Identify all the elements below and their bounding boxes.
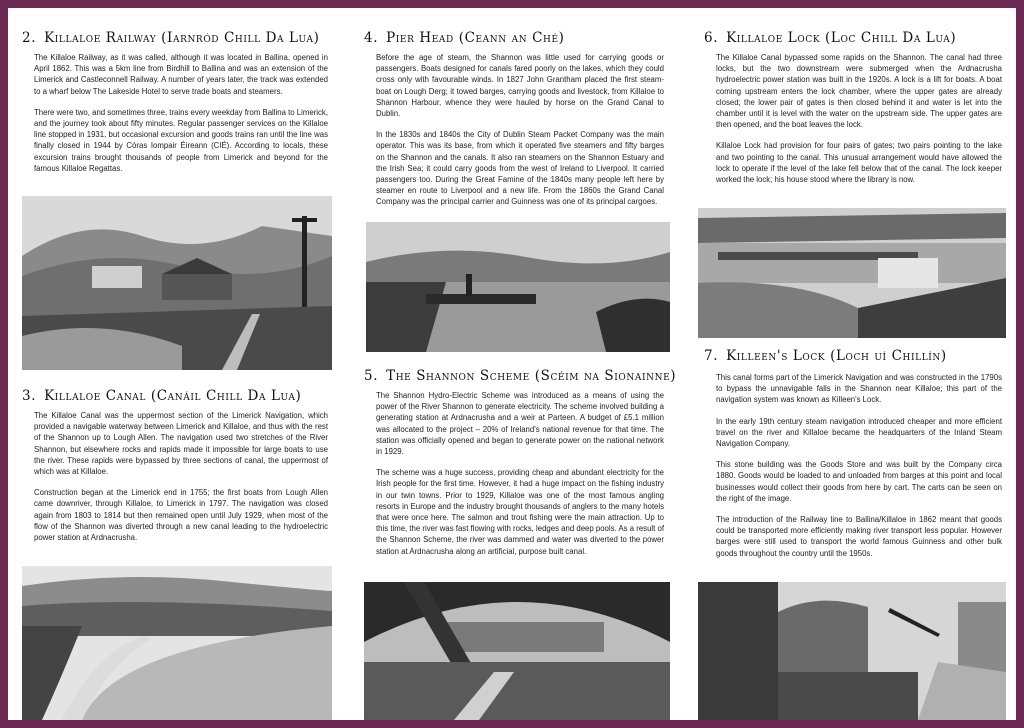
section-7-text	[716, 372, 1002, 569]
section-7-paragraph-4: The introduction of the Railway line to Ballina/Killaloe in 1862 meant that goods could be transported more efficiently making river transport less popular. However barges were still used to transport the world famous Guinness and other bulk goods throughout the country until the 1950s.	[716, 515, 1002, 558]
section-7-paragraph-3: This stone building was the Goods Store and was built by the Company circa 1880. Goods would be loaded to and unloaded from barges at this point and local businesses would collect their goods from here by cart. The carts can be seen on the right of the image.	[716, 460, 1002, 503]
section-5-paragraph-2: The scheme was a huge success, providing cheap and abundant electricity for the Irish people for the first time. However, it had a huge impact on the fishing industry in our twin towns. Prior to 1929, Killaloe was one of the most famous angling resorts in Europe and the industry brought thousands of anglers to the many hotels that were once here. The salmon and trout fishing were the main attraction. Up to this time, the river was fast flowing with rocks, ledges and deep pools. As a result of the Shannon Scheme, the river was dammed and water was diverted to the power station at Ardnacrusha along an artificial, purpose built canal.	[376, 468, 664, 556]
section-3-paragraph-1: The Killaloe Canal was the uppermost section of the Limerick Navigation, which provided a navigable waterway between Limerick and Killaloe, and thus with the rest of the Shannon up to Lough Allen. The navigation used two stretches of the River Shannon, but elsewhere rocks and rapids made it impossible for large boats to use the river. These rapids were bypassed by three sections of canal, the uppermost of which was at Killaloe.	[34, 411, 328, 477]
brochure-page	[8, 8, 1016, 720]
section-7-paragraph-2: In the early 19th century steam navigation introduced cheaper and more efficient travel on the river and Killaloe became the headquarters of the Inland Steam Navigation Company.	[716, 416, 1002, 449]
section-4-heading: 4. Pier Head (Ceann an Ché)	[364, 30, 565, 46]
canal-river-photo	[22, 566, 332, 720]
column-middle	[356, 8, 677, 720]
section-3-heading: 3. Killaloe Canal (Canáil Chill Da Lua)	[22, 388, 302, 404]
section-2-paragraph-2: There were two, and sometimes three, trains every weekday from Ballina to Limerick, and the journey took about fifty minutes. Regular passenger services on the Killaloe line stopped in 1931, but occasional excursion and goods trains ran until the line was finally closed in 1944 by Córas Iompair Éireann (CIÉ). According to locals, these excursion trains brought thousands of people from Limerick and beyond for the famous Killaloe Regattas.	[34, 107, 328, 173]
section-6-heading: 6. Killaloe Lock (Loc Chill Da Lua)	[704, 30, 957, 46]
section-4-paragraph-2: In the 1830s and 1840s the City of Dublin Steam Packet Company was the main operator. This was its base, from which it operated five steamers and fifty barges on the Shannon and the canals. It also ran steamers on the Shannon Estuary and the Irish Sea; it could carry goods from the west of Ireland to Liverpool. It carried passengers too. During the Great Famine of the 1840s many people left here by steamer en route to Liverpool and a new life. From the 1860s the Grand Canal Company was the principal carrier and Guinness was one of its principal cargoes.	[376, 130, 664, 207]
railway-station-photo	[22, 196, 332, 370]
section-6-text	[716, 52, 1002, 195]
section-5-heading: 5. The Shannon Scheme (Scéim na Sionainne)	[364, 368, 677, 384]
section-2-heading: 2. Killaloe Railway (Iarnród Chill Da Lua)	[22, 30, 320, 46]
section-7-heading: 7. Killeen's Lock (Loch uí Chillín)	[704, 348, 947, 364]
section-2-paragraph-1: The Killaloe Railway, as it was called, although it was located in Ballina, opened in April 1862. This was a 5km line from Birdhill to Ballina and was an extension of the Limerick and Castleconnell Railway. A number of years later, the track was extended to a wharf below The Lakeside Hotel to serve trade boats and steamers.	[34, 53, 328, 96]
killaloe-lock-bridge-photo	[698, 208, 1006, 338]
section-3-paragraph-2: Construction began at the Limerick end in 1755; the first boats from Lough Allen came downriver, through Killaloe, to Limerick in 1797. The navigation was closed again from 1803 to 1814 but then remained open until July 1929, when most of the flow of the Shannon was diverted through a new canal leading to the hydroelectric power station at Ardnacrusha.	[34, 488, 328, 543]
section-5-text	[376, 390, 664, 567]
section-7-paragraph-1: This canal forms part of the Limerick Navigation and was constructed in the 1790s to bypass the unnavigable falls in the Shannon near Killaloe; this part of the navigation system was known as Killeen's Lock.	[716, 373, 1002, 405]
killeens-lock-goods-store-photo	[698, 582, 1006, 720]
column-right	[696, 8, 1008, 720]
section-6-paragraph-2: Killaloe Lock had provision for four pairs of gates; two pairs pointing to the lake and two pointing to the canal. This unusual arrangement would have allowed the lock to operate if the level of the lake fell below that of the canal. The lock keeper worked the lock; his house stood where the library is now.	[716, 141, 1002, 185]
section-4-text	[376, 52, 664, 218]
section-3-text	[34, 410, 328, 553]
section-5-paragraph-1: The Shannon Hydro-Electric Scheme was introduced as a means of using the power of the River Shannon to generate electricity. The scheme involved building a generating station at Ardnacrusha and a weir at Parteen. A budget of £5.1 million was allocated to the project – 20% of Ireland's national revenue for that time. The station was officially opened and began to generate power on the national network in 1929.	[376, 391, 664, 457]
section-6-paragraph-1: The Killaloe Canal bypassed some rapids on the Shannon. The canal had three locks, but the two downstream were submerged when the Ardnacrusha hydroelectric power station was built in the 1920s. A lock is a lift for boats. A boat coming upstream enters the lock chamber, where the upper gates are already closed; the lower pair of gates is then closed behind it and water is let into the chamber until it is level with the water on the upstream side. The upper gates are then opened, and the boat leaves the lock.	[716, 53, 1002, 130]
section-4-paragraph-1: Before the age of steam, the Shannon was little used for carrying goods or passengers. Boats designed for canals fared poorly on the lakes, which they could cross only with favourable winds. In 1827 John Grantham placed the first steam-boat on Lough Derg; it towed barges, carrying goods and livestock, from Killaloe to Shannon Harbour, whence they were hauled by horse on the Grand Canal to Dublin.	[376, 53, 664, 119]
shannon-scheme-construction-photo	[364, 582, 670, 720]
pier-head-steamer-photo	[366, 222, 670, 352]
column-left	[14, 8, 334, 720]
section-2-text	[34, 52, 328, 184]
